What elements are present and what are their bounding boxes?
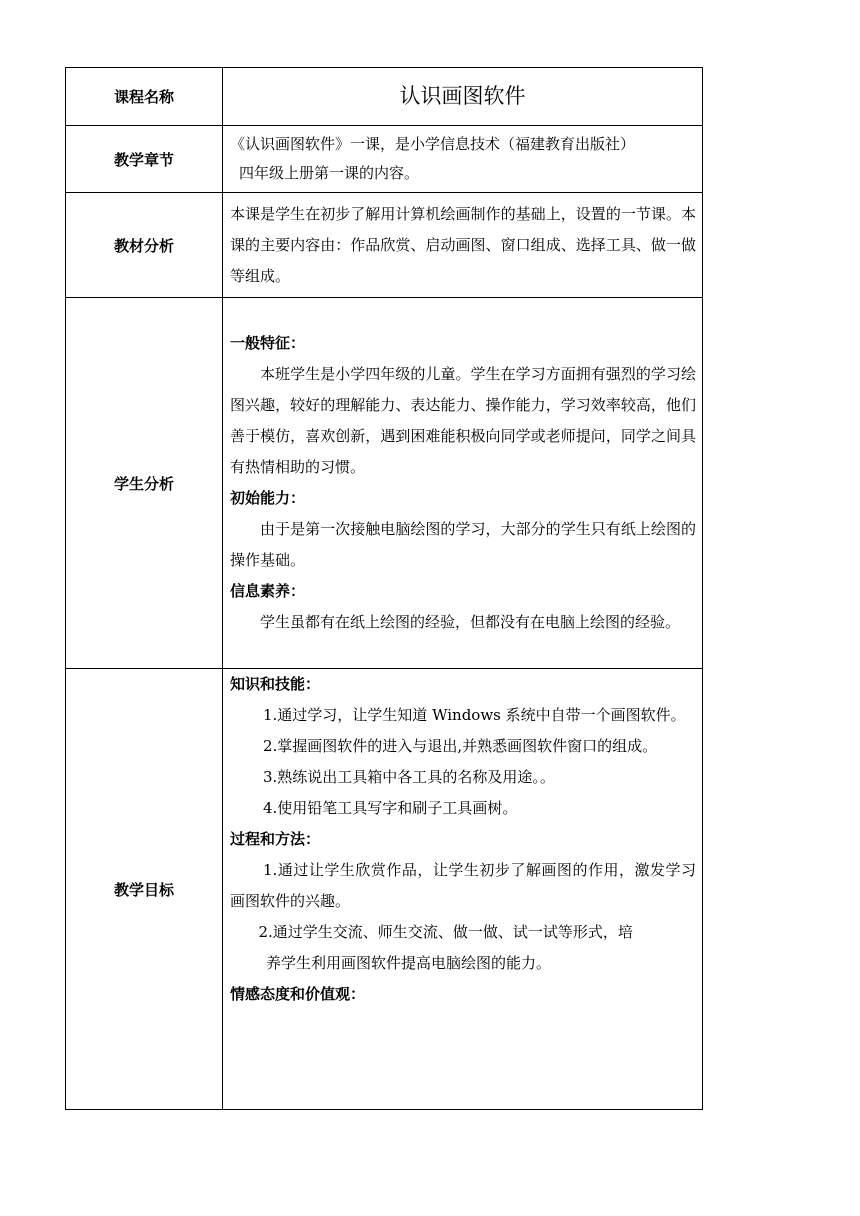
attitude-heading: 情感态度和价值观： <box>230 985 366 1003</box>
row-chapter <box>66 126 703 193</box>
info-text: 学生虽都有在纸上绘图的经验，但都没有在电脑上绘图的经验。 <box>260 613 681 631</box>
material-content <box>223 193 703 298</box>
student-label: 学生分析 <box>66 298 223 669</box>
goals-label: 教学目标 <box>66 669 223 1110</box>
process-item-2-cont: 养学生利用画图软件提高电脑绘图的能力。 <box>266 954 552 972</box>
process-item-1: 1.通过让学生欣赏作品，让学生初步了解画图的作用，激发学习画图软件的兴趣。 <box>230 861 696 910</box>
material-label: 教材分析 <box>66 193 223 298</box>
chapter-content <box>223 126 703 193</box>
chapter-text-line2: 四年级上册第一课的内容。 <box>239 164 420 182</box>
row-material <box>66 193 703 298</box>
general-text: 本班学生是小学四年级的儿童。学生在学习方面拥有强烈的学习绘图兴趣，较好的理解能力、表达能力、操作能力，学习效率较高，他们善于模仿，喜欢创新，遇到困难能积极向同学或老师提问，同学之间具有热情相助的习惯。 <box>230 365 696 476</box>
info-heading: 信息素养： <box>230 582 306 600</box>
knowledge-item-4: 4.使用铅笔工具写字和刷子工具画树。 <box>263 799 518 817</box>
knowledge-item-3: 3.熟练说出工具箱中各工具的名称及用途。。 <box>263 768 555 786</box>
row-student <box>66 298 703 669</box>
chapter-label: 教学章节 <box>66 126 223 193</box>
initial-heading: 初始能力： <box>230 489 306 507</box>
material-text: 本课是学生在初步了解用计算机绘画制作的基础上，设置的一节课。本课的主要内容由：作品欣赏、启动画图、窗口组成、选择工具、做一做等组成。 <box>230 204 696 285</box>
initial-text: 由于是第一次接触电脑绘图的学习，大部分的学生只有纸上绘图的操作基础。 <box>230 520 696 569</box>
process-item-2: 2.通过学生交流、师生交流、做一做、试一试等形式，培 <box>258 923 633 941</box>
chapter-text-line1: 《认识画图软件》一课，是小学信息技术（福建教育出版社） <box>230 135 636 153</box>
row-course-name <box>66 68 703 126</box>
process-heading: 过程和方法： <box>230 830 321 848</box>
lesson-plan-table <box>65 67 703 1110</box>
knowledge-item-2: 2.掌握画图软件的进入与退出,并熟悉画图软件窗口的组成。 <box>263 737 658 755</box>
knowledge-heading: 知识和技能： <box>230 675 321 693</box>
goals-content <box>223 669 703 1110</box>
knowledge-item-1: 1.通过学习，让学生知道 Windows 系统中自带一个画图软件。 <box>263 706 686 724</box>
course-name-label: 课程名称 <box>66 68 223 126</box>
course-title: 认识画图软件 <box>223 68 703 126</box>
row-goals <box>66 669 703 1110</box>
student-content <box>223 298 703 669</box>
general-heading: 一般特征： <box>230 334 306 352</box>
